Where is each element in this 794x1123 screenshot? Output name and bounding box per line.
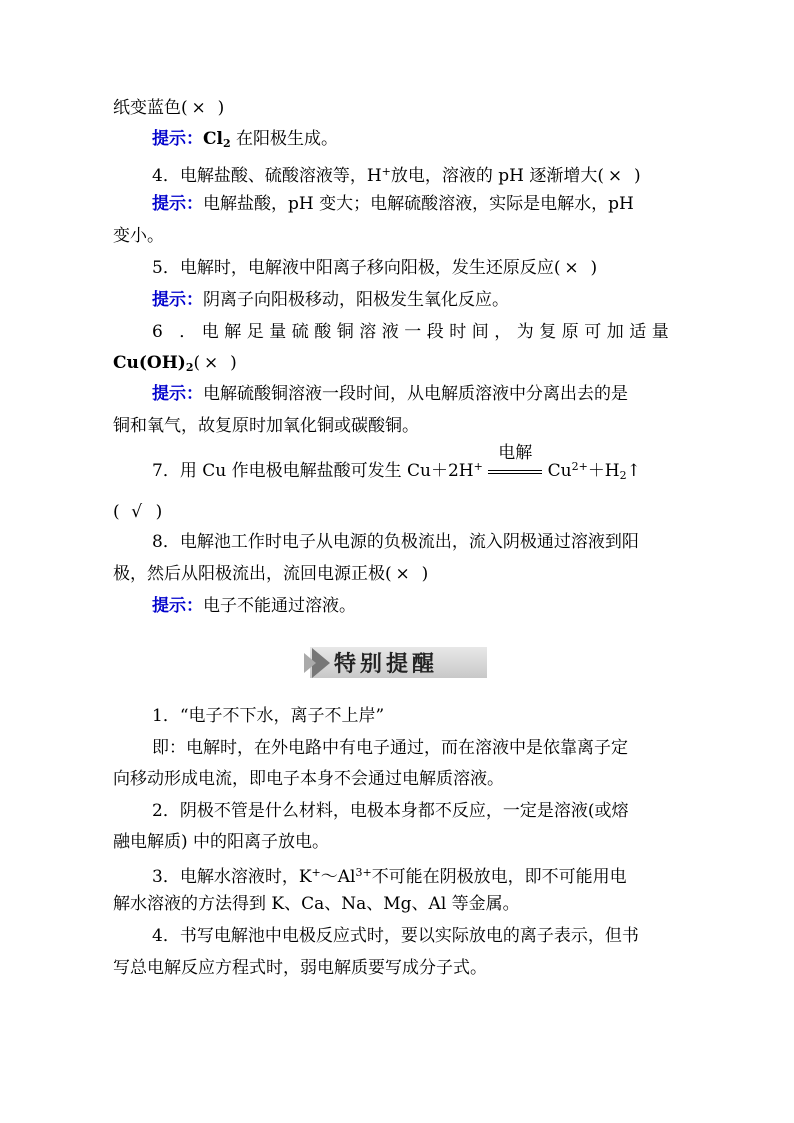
question-8: 8．电解池工作时电子从电源的负极流出，流入阴极通过溶液到阳 <box>152 532 639 552</box>
cross-mark: × <box>607 166 623 186</box>
hint-label: 提示： <box>152 290 203 310</box>
question-8-cont: 极，然后从阳极流出，流回电源正极( × ) <box>113 561 428 587</box>
question-7-answer: ( √ ) <box>113 499 162 525</box>
hint-label: 提示： <box>152 384 203 404</box>
note-2-cont: 融电解质) 中的阳离子放电。 <box>113 832 330 852</box>
hint-6: 提示：电解硫酸铜溶液一段时间，从电解质溶液中分离出去的是 <box>152 384 628 404</box>
note-2: 2．阴极不管是什么材料，电极本身都不反应，一定是溶液(或熔 <box>152 801 629 821</box>
section-banner <box>310 647 487 678</box>
question-6: 6 ．电解足量硫酸铜溶液一段时间，为复原可加适量 <box>152 322 675 342</box>
hint-6-cont: 铜和氧气，故复原时加氧化铜或碳酸铜。 <box>113 416 419 436</box>
question-5: 5．电解时，电解液中阳离子移向阳极，发生还原反应( × ) <box>152 255 597 281</box>
note-4-cont: 写总电解反应方程式时，弱电解质要写成分子式。 <box>113 958 487 978</box>
hint-4-cont: 变小。 <box>113 226 164 246</box>
hint-label: 提示： <box>152 596 203 616</box>
note-1-title: 1．“电子不下水，离子不上岸” <box>152 706 385 726</box>
hint-3: 提示：$Cl_2$ 在阳极生成。 <box>152 129 339 150</box>
section-title: 特别提醒 <box>334 652 439 677</box>
electrolysis-equals: 电解 <box>488 462 542 474</box>
question-3-tail: 纸变蓝色( × ) <box>113 95 224 121</box>
note-3: 3．电解水溶液时，$K^+\sim Al^{3+}$不可能在阴极放电，即不可能用电 <box>152 866 627 887</box>
note-4: 4．书写电解池中电极反应式时，要以实际放电的离子表示，但书 <box>152 926 639 946</box>
note-3-cont: 解水溶液的方法得到 K、Ca、Na、Mg、Al 等金属。 <box>113 894 520 914</box>
hint-label: 提示： <box>152 194 203 214</box>
question-7: 7．用 Cu 作电极电解盐酸可发生 Cu＋2H+ 电解 $Cu^{2+}+H_2↑$ <box>152 443 641 482</box>
hint-4: 提示：电解盐酸，pH 变大；电解硫酸溶液，实际是电解水，pH <box>152 194 634 214</box>
note-1-body-cont: 向移动形成电流，即电子本身不会通过电解质溶液。 <box>113 769 504 789</box>
gas-arrow: ↑ <box>626 461 641 481</box>
cross-mark: × <box>204 353 219 373</box>
hint-8: 提示：电子不能通过溶液。 <box>152 596 356 616</box>
hint-5: 提示：阴离子向阳极移动，阳极发生氧化反应。 <box>152 290 509 310</box>
hint-label: 提示： <box>152 129 203 149</box>
cross-mark: × <box>191 98 206 118</box>
arrow-icon <box>304 653 316 673</box>
check-mark: √ <box>131 502 143 522</box>
question-6-cont: $Cu(OH)_2$( × ) <box>113 350 237 381</box>
cross-mark: × <box>395 564 410 584</box>
question-4: 4．电解盐酸、硫酸溶液等，H+放电，溶液的 pH 逐渐增大( × ) <box>152 159 641 189</box>
cross-mark: × <box>564 258 579 278</box>
note-1-body: 即：电解时，在外电路中有电子通过，而在溶液中是依靠离子定 <box>152 738 628 758</box>
